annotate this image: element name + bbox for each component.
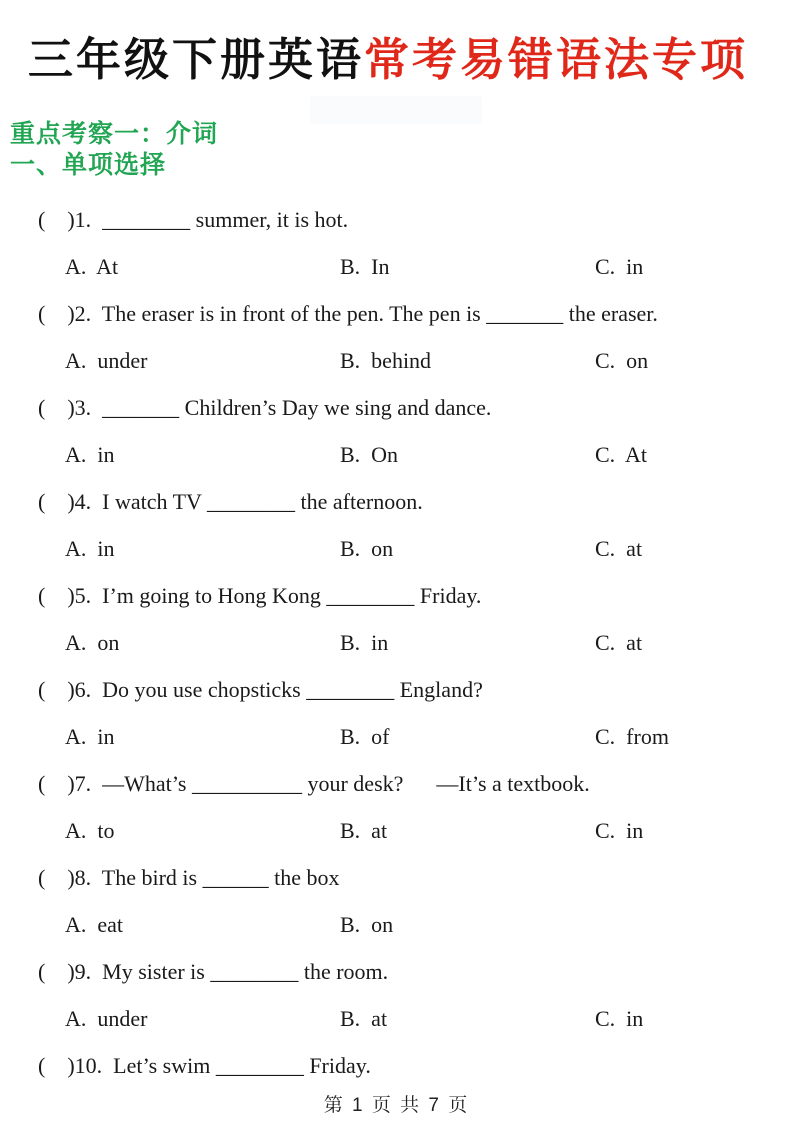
question-prefix: ( )3. — [38, 395, 103, 420]
option-c — [595, 911, 793, 938]
question-text: Do you use chopsticks ________ England? — [102, 677, 483, 702]
options-row-3 — [0, 441, 793, 468]
page-footer: 第 1 页 共 7 页 — [323, 1095, 470, 1116]
options-row-2 — [0, 347, 793, 374]
option-c: C. in — [595, 1006, 644, 1031]
question-prefix: ( )10. — [38, 1053, 114, 1078]
options-row-4 — [0, 535, 793, 562]
option-b: B. on — [340, 536, 394, 561]
option-a: A. in — [65, 724, 115, 749]
question-text: —What’s __________ your desk? —It’s a textbook. — [102, 771, 590, 796]
question-prefix: ( )2. — [38, 301, 102, 326]
question-list — [0, 206, 793, 1099]
question-line-8 — [0, 864, 793, 891]
question-text: The bird is ______ the box — [101, 865, 340, 890]
question-line-1 — [0, 206, 793, 233]
title-grade-part: 三年级下册英语 — [28, 34, 365, 85]
question-prefix: ( )1. — [38, 207, 103, 232]
option-b: B. In — [340, 254, 390, 279]
option-b: B. at — [340, 818, 388, 843]
options-row-8 — [0, 911, 793, 938]
options-row-6 — [0, 723, 793, 750]
options-row-9 — [0, 1005, 793, 1032]
option-b: B. On — [340, 442, 399, 467]
options-row-7 — [0, 817, 793, 844]
option-c: C. at — [595, 536, 643, 561]
option-a: A. to — [65, 818, 115, 843]
options-row-1 — [0, 253, 793, 280]
option-c: C. in — [595, 818, 644, 843]
option-c: C. in — [595, 254, 644, 279]
question-prefix: ( )4. — [38, 489, 103, 514]
question-text: Let’s swim ________ Friday. — [113, 1053, 371, 1078]
option-b: B. on — [340, 912, 394, 937]
option-b: B. in — [340, 630, 389, 655]
section-heading: 一、单项选择 — [10, 151, 167, 179]
question-line-7 — [0, 770, 793, 797]
question-line-9 — [0, 958, 793, 985]
option-a: A. on — [65, 630, 120, 655]
option-a: A. eat — [65, 912, 124, 937]
option-a: A. under — [65, 348, 148, 373]
question-prefix: ( )7. — [38, 771, 103, 796]
title-topic-part: 常考易错语法专项 — [364, 34, 749, 85]
question-text: My sister is ________ the room. — [102, 959, 389, 984]
option-c: C. at — [595, 630, 643, 655]
question-text: _______ Children’s Day we sing and dance. — [102, 395, 492, 420]
question-line-2 — [0, 300, 793, 327]
options-row-5 — [0, 629, 793, 656]
option-b: B. behind — [340, 348, 432, 373]
option-a: A. in — [65, 536, 115, 561]
option-a: A. under — [65, 1006, 148, 1031]
section-headings — [10, 119, 218, 181]
page-title — [28, 32, 748, 88]
question-text: ________ summer, it is hot. — [102, 207, 349, 232]
option-a: A. At — [65, 254, 119, 279]
question-line-4 — [0, 488, 793, 515]
question-text: I watch TV ________ the afternoon. — [102, 489, 423, 514]
option-a: A. in — [65, 442, 115, 467]
question-text: The eraser is in front of the pen. The pen is _______ the eraser. — [101, 301, 658, 326]
faded-watermark-box — [310, 96, 482, 124]
question-line-6 — [0, 676, 793, 703]
option-c: C. on — [595, 348, 649, 373]
option-b: B. of — [340, 724, 390, 749]
question-text: I’m going to Hong Kong ________ Friday. — [102, 583, 482, 608]
question-line-5 — [0, 582, 793, 609]
focus-heading: 重点考察一：介词 — [10, 120, 219, 148]
question-prefix: ( )6. — [38, 677, 103, 702]
question-prefix: ( )9. — [38, 959, 103, 984]
question-prefix: ( )8. — [38, 865, 102, 890]
option-c: C. from — [595, 724, 669, 749]
question-prefix: ( )5. — [38, 583, 103, 608]
question-line-10 — [0, 1052, 793, 1079]
question-line-3 — [0, 394, 793, 421]
option-b: B. at — [340, 1006, 388, 1031]
option-c: C. At — [595, 442, 647, 467]
